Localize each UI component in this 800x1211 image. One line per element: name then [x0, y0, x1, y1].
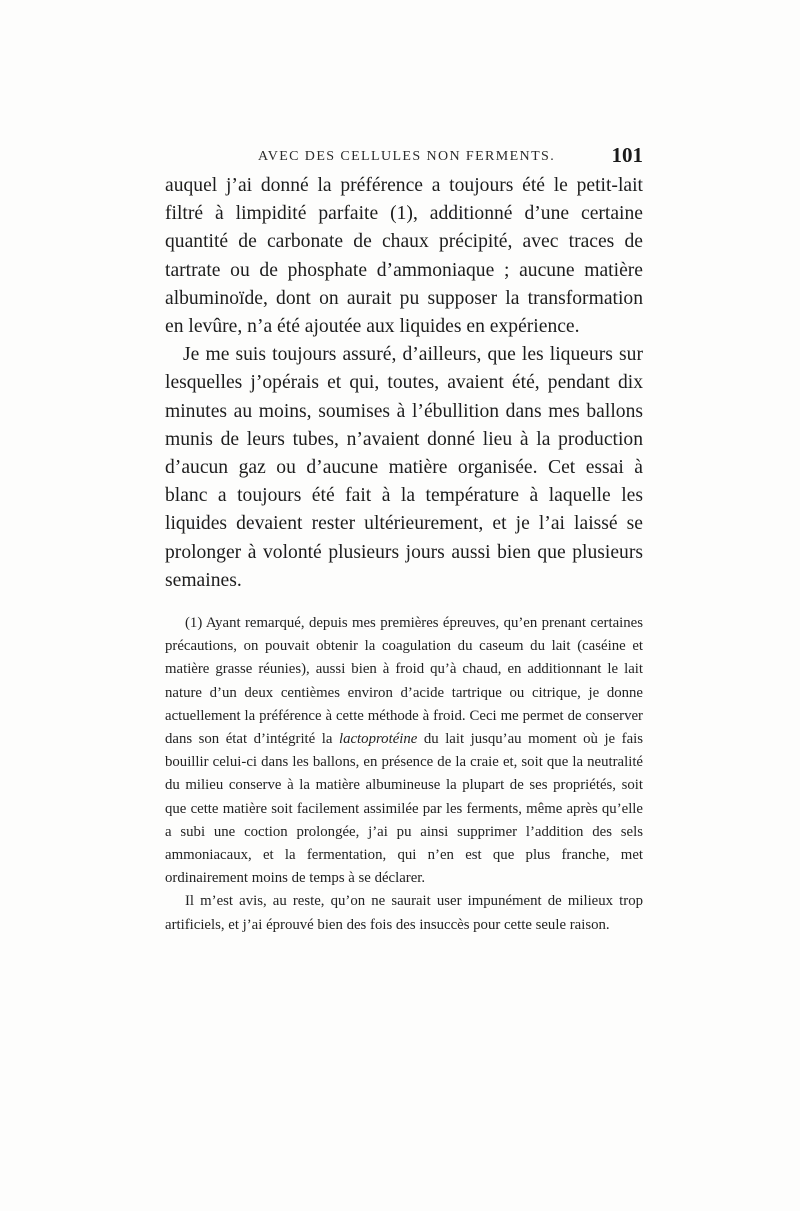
footnote-paragraph-2: Il m’est avis, au reste, qu’on ne saurait user impunément de milieux trop artificiels, et j’ai éprouvé bien des fois des insuccès pour cette seule raison. — [165, 893, 643, 933]
footnotes — [165, 612, 643, 937]
footnote-emphasis: lactoprotéine — [338, 731, 418, 748]
main-text — [165, 172, 643, 595]
body-paragraph-1: auquel j’ai donné la préférence a toujours été le petit-lait filtré à limpidité parfaite (1), additionné d’une certaine quantité de carbonate de chaux précipité, avec traces de tartrate ou de phosphate d’ammoniaque ; aucune matière albuminoïde, dont on aurait pu supposer la transformation en levûre, n’a été ajoutée aux liquides en expérience. — [165, 175, 643, 338]
page-header — [165, 143, 643, 169]
footnote-text-1a: (1) Ayant remarqué, depuis mes premières épreuves, qu’en prenant certaines précautions, on pouvait obtenir la coagulation du caseum du lait (caséine et matière grasse réunies), aussi bien à froid qu’à chaud, en additionnant le lait nature d’un deux centièmes environ d’acide tartrique ou citrique, je donne actuellement la préférence à cette méthode à froid. Ceci me permet de conserver dans son état d’intégrité la — [165, 615, 643, 748]
body-paragraph-2: Je me suis toujours assuré, d’ailleurs, que les liqueurs sur lesquelles j’opérais et qui, toutes, avaient été, pendant dix minutes au moins, soumises à l’ébullition dans mes ballons munis de leurs tubes, n’avaient donné lieu à la production d’aucun gaz ou d’aucune matière organisée. Cet essai à blanc a toujours été fait à la température à laquelle les liquides devaient rester ultérieurement, et je l’ai laissé se prolonger à volonté plusieurs jours aussi bien que plusieurs semaines. — [165, 344, 643, 591]
running-head: AVEC DES CELLULES NON FERMENTS. — [258, 149, 556, 164]
footnote-paragraph-1 — [165, 612, 643, 890]
footnote-text-1b: du lait jusqu’au moment où je fais bouillir celui-ci dans les ballons, en présence de la craie et, soit que la neutralité du milieu conserve à la matière albumineuse la plupart de ses propriétés, soit que cette matière soit facilement assimilée par les ferments, même après qu’elle a subi une coction prolongée, j’ai pu ainsi supprimer l’addition des sels ammoniacaux, et la fermentation, qui n’en est que plus franche, met ordinairement moins de temps à se déclarer. — [165, 731, 644, 887]
page-number: 101 — [611, 143, 643, 167]
